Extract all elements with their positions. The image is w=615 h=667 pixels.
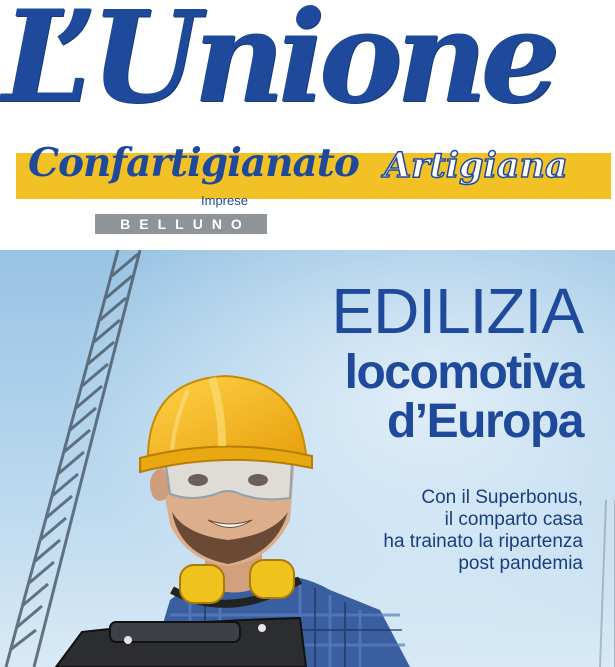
cover-subtitle-line: post pandemia	[458, 553, 583, 574]
cover-headline-main: EDILIZIA	[331, 275, 583, 347]
cover-subtitle-line: ha trainato la ripartenza	[383, 531, 583, 552]
location-bar	[95, 214, 267, 234]
masthead	[0, 0, 615, 250]
masthead-subtitle: Artigiana	[384, 145, 568, 186]
cover-headline-line3: d’Europa	[386, 395, 583, 448]
association-sub: Imprese	[201, 193, 248, 208]
cover-subtitle-line: Con il Superbonus,	[421, 487, 583, 508]
association-name: Confartigianato	[28, 140, 359, 186]
cover-subtitle	[283, 487, 583, 575]
masthead-title: L’Unione	[2, 0, 554, 131]
cover-subtitle-line: il comparto casa	[444, 509, 583, 530]
location-label: BELLUNO	[120, 216, 251, 232]
cover-headline-line2: locomotiva	[344, 346, 583, 399]
cover-image	[0, 250, 615, 667]
